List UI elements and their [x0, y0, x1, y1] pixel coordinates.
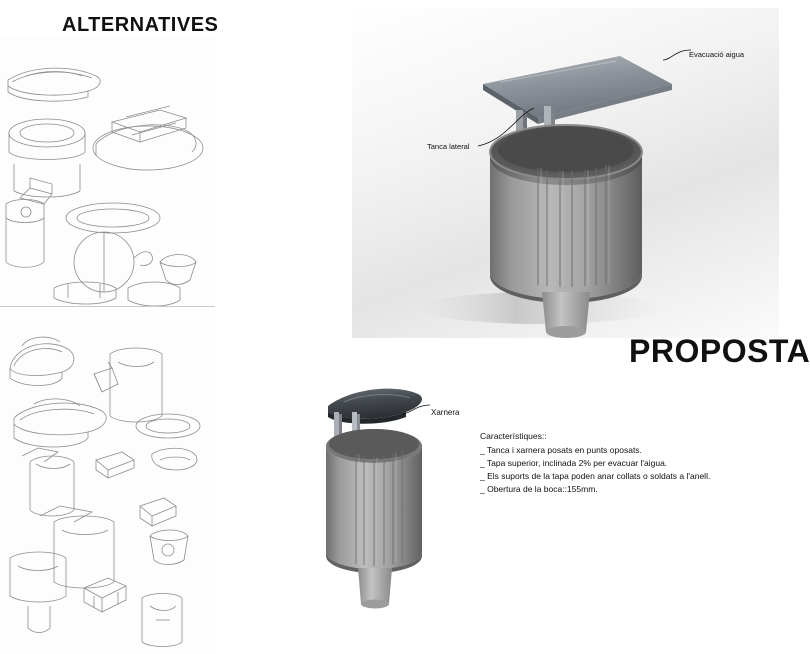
- characteristics-item: _ Tapa superior, inclinada 2% per evacuar l'aigua.: [480, 458, 668, 468]
- characteristics-title: Característiques::: [480, 431, 547, 441]
- characteristics-list: [480, 444, 770, 496]
- callout-tanca-lateral: Tanca lateral: [427, 142, 470, 151]
- sketch-panel-top: [0, 36, 215, 306]
- characteristics-item: _ Els suports de la tapa poden anar collats o soldats a l'anell.: [480, 471, 711, 481]
- characteristics-item: _ Obertura de la boca::155mm.: [480, 484, 598, 494]
- page-title-proposta: PROPOSTA: [629, 333, 810, 369]
- characteristics-item: _ Tanca i xarnera posats en punts oposats.: [480, 445, 642, 455]
- characteristics-block: [480, 430, 770, 496]
- callout-xarnera: Xarnera: [431, 408, 460, 417]
- render-bin-open-lid: [420, 40, 710, 340]
- callout-line-xarnera: [402, 400, 432, 416]
- callout-line-tanca: [476, 106, 536, 150]
- sketch-divider: [0, 306, 215, 307]
- callout-evacuacio-aigua: Evacuació aigua: [689, 50, 745, 59]
- sketch-panel-bottom: [0, 310, 215, 654]
- page-title-alternatives: ALTERNATIVES: [62, 14, 219, 36]
